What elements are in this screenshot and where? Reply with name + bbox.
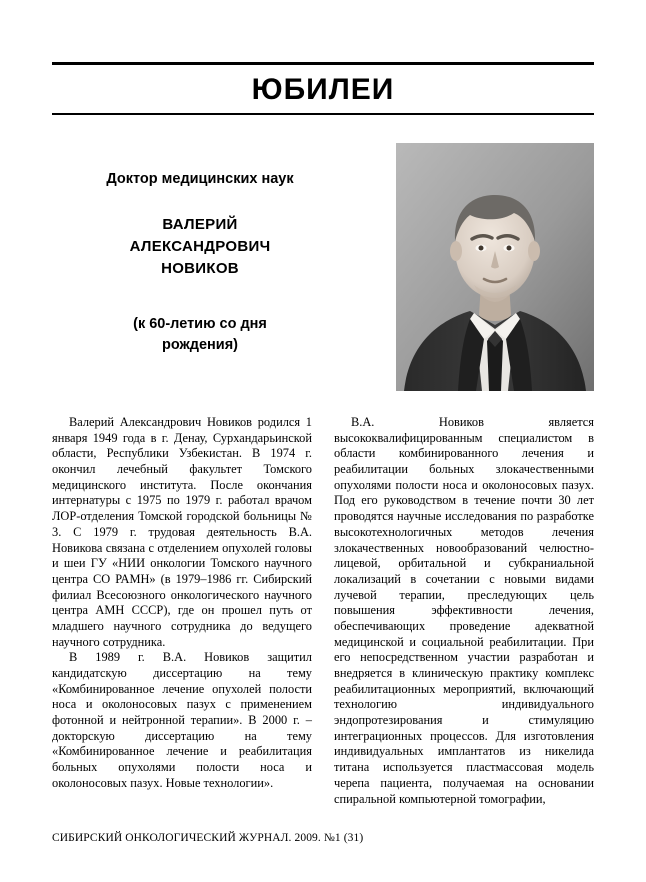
anniversary-line-2: рождения)	[161, 336, 239, 353]
anniversary-line-1: (к 60-летию со дня	[133, 315, 267, 332]
paragraph: В 1989 г. В.А. Новиков защитил кандидатскую диссертацию на тему «Комбинированное лечение опухолей полости носа и околоносовых пазух с применением фотонной и нейтронной терапии». В 2000 г. – докторскую диссертацию на тему «Комбинированное лечение и реабилитация больных опухолями полости носа и околоносовых пазух. Новые технологии».	[52, 650, 312, 790]
header-rule-bottom	[52, 113, 594, 115]
portrait-illustration	[396, 143, 594, 391]
person-name-line-2: АЛЕКСАНДРОВИЧ	[129, 238, 271, 256]
journal-footer: СИБИРСКИЙ ОНКОЛОГИЧЕСКИЙ ЖУРНАЛ. 2009. №1 (31)	[52, 832, 364, 844]
paragraph: Валерий Александрович Новиков родился 1 января 1949 года в г. Денау, Сурхандарьинской области, Республики Узбекистан. В 1974 г. окончил лечебный факультет Томского медицинского института. После окончания интернатуры с 1975 по 1979 г. работал врачом ЛОР-отделения Томской городской больницы № 3. С 1979 г. трудовая деятельность В.А. Новикова связана с отделением опухолей головы и шеи ГУ «НИИ онкологии Томского научного центра СО РАМН» (в 1979–1986 гг. Сибирский филиал Всесоюзного онкологического научного центра АМН СССР), где он прошел путь от младшего научного сотрудника до ведущего научного сотрудника.	[52, 415, 312, 649]
portrait-photo	[396, 143, 594, 391]
body-columns	[52, 415, 594, 807]
left-column	[52, 415, 312, 807]
document-page	[0, 62, 646, 882]
person-name-line-3: НОВИКОВ	[161, 259, 239, 277]
anniversary-note	[74, 314, 326, 356]
page-title: ЮБИЛЕИ	[251, 73, 395, 106]
person-name	[74, 214, 326, 279]
masthead	[52, 143, 594, 391]
academic-degree: Доктор медицинских наук	[106, 171, 294, 187]
paragraph: В.А. Новиков является высококвалифицированным специалистом в области комбинированного лечения и реабилитации больных злокачественными опухолями полости носа и околоносовых пазух. Под его руководством в течение почти 30 лет проводятся научные исследования по разработке высокотехнологичных методов лечения злокачественных новообразований челюстно-лицевой, орбитальной и субкраниальной локализаций в сочетании с новыми видами лучевой терапии, преследующих цель повышения эффективности лечения, обеспечивающих проведение адекватной медицинской и социальной реабилитации. При его непосредственном участии разработан и внедряется в клиническую практику комплекс реабилитационных мероприятий, включающий технологию индивидуального эндопротезирования и стимуляцию интеграционных процессов. Для изготовления индивидуальных имплантатов из никелида титана используется пластмассовая модель черепа пациента, получаемая на основании спиральной компьютерной томографии,	[334, 415, 594, 806]
right-column	[334, 415, 594, 807]
person-name-line-1: ВАЛЕРИЙ	[162, 216, 238, 234]
title-block	[74, 171, 326, 356]
